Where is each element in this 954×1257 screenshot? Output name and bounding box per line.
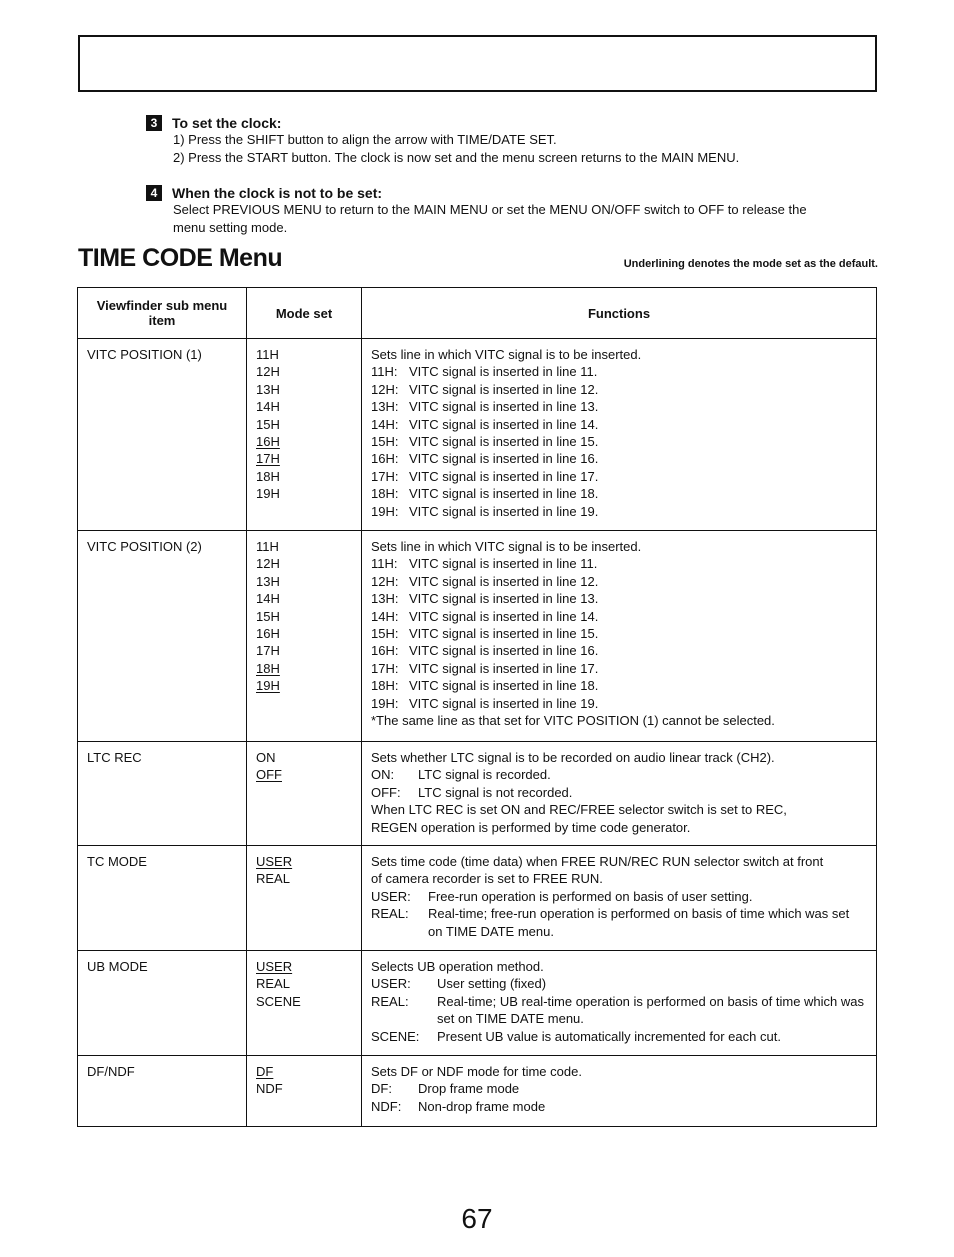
table-row	[78, 339, 877, 531]
functions-cell	[362, 846, 877, 951]
submenu-item-cell	[78, 846, 247, 951]
step-instruction: menu setting mode.	[173, 220, 288, 235]
mode-option: 15H	[256, 608, 280, 624]
function-description: VITC signal is inserted in line 13.	[409, 399, 599, 415]
mode-option-default: 16H	[256, 434, 280, 450]
default-note: Underlining denotes the mode set as the default.	[623, 258, 878, 270]
function-text: Sets DF or NDF mode for time code.	[371, 1064, 582, 1080]
table-row	[78, 531, 877, 742]
function-text: Selects UB operation method.	[371, 959, 544, 975]
function-key: 15H:	[371, 434, 399, 450]
function-entry	[371, 381, 867, 398]
function-entry	[371, 993, 867, 1028]
function-entry	[371, 573, 867, 590]
mode-set-cell	[247, 742, 362, 846]
function-entry	[371, 888, 867, 905]
function-entry	[371, 450, 867, 467]
function-key: NDF:	[371, 1098, 402, 1114]
mode-option-default: 18H	[256, 660, 280, 676]
mode-option-default: 17H	[256, 451, 280, 467]
header-mode-set: Mode set	[247, 288, 362, 339]
function-description: VITC signal is inserted in line 12.	[409, 573, 599, 589]
function-description: Real-time; free-run operation is performed on basis of time which was set on TIME DATE menu.	[428, 906, 850, 939]
mode-option: 16H	[256, 626, 280, 642]
step-instruction: 1) Press the SHIFT button to align the arrow with TIME/DATE SET.	[173, 132, 557, 147]
function-description: Free-run operation is performed on basis of user setting.	[428, 888, 753, 904]
step-title: When the clock is not to be set:	[172, 185, 383, 201]
header-submenu-item: Viewfinder sub menu item	[78, 288, 247, 339]
function-key: 14H:	[371, 416, 399, 432]
function-key: 18H:	[371, 486, 399, 502]
mode-set-cell	[247, 951, 362, 1056]
function-key: 11H:	[371, 364, 398, 380]
mode-option: 11H	[256, 539, 279, 554]
function-description: LTC signal is not recorded.	[418, 784, 573, 800]
function-description: VITC signal is inserted in line 12.	[409, 381, 599, 397]
step-number-badge: 4	[146, 185, 162, 201]
function-entry	[371, 784, 867, 801]
function-description: VITC signal is inserted in line 18.	[409, 678, 599, 694]
table-row	[78, 742, 877, 846]
functions-cell	[362, 339, 877, 531]
function-entry	[371, 975, 867, 992]
mode-option: 19H	[256, 486, 280, 502]
mode-option: 14H	[256, 399, 280, 415]
table-row	[78, 951, 877, 1056]
submenu-item-cell	[78, 1056, 247, 1127]
function-key: 13H:	[371, 399, 399, 415]
mode-option: 11H	[256, 347, 279, 362]
mode-option: SCENE	[256, 993, 301, 1009]
submenu-item-cell	[78, 951, 247, 1056]
table-header-row	[78, 288, 877, 339]
function-entry	[371, 608, 867, 625]
mode-option: 14H	[256, 591, 280, 607]
function-key: 13H:	[371, 591, 399, 607]
function-description: VITC signal is inserted in line 15.	[409, 626, 599, 642]
function-entry	[371, 1028, 867, 1045]
function-entry	[371, 660, 867, 677]
function-entry	[371, 503, 867, 520]
function-key: 14H:	[371, 608, 399, 624]
function-description: VITC signal is inserted in line 11.	[409, 364, 598, 380]
submenu-item-name: LTC REC	[87, 750, 142, 765]
functions-cell	[362, 1056, 877, 1127]
function-description: VITC signal is inserted in line 17.	[409, 468, 599, 484]
submenu-item-name: UB MODE	[87, 959, 148, 975]
mode-option: ON	[256, 750, 276, 765]
function-key: SCENE:	[371, 1028, 420, 1044]
function-entry	[371, 625, 867, 642]
mode-option: REAL	[256, 871, 290, 887]
table-row	[78, 1056, 877, 1127]
functions-cell	[362, 742, 877, 846]
mode-set-cell	[247, 1056, 362, 1127]
step-instruction: 2) Press the START button. The clock is now set and the menu screen returns to the MAIN MENU.	[173, 150, 740, 165]
header-box	[78, 35, 877, 92]
function-entry	[371, 416, 867, 433]
mode-option: 17H	[256, 643, 280, 659]
function-description: VITC signal is inserted in line 11.	[409, 556, 598, 572]
function-description: VITC signal is inserted in line 13.	[409, 591, 599, 607]
function-key: OFF:	[371, 784, 401, 800]
mode-option-default: USER	[256, 959, 293, 975]
function-description: VITC signal is inserted in line 14.	[409, 608, 599, 624]
function-key: USER:	[371, 976, 411, 992]
function-entry	[371, 1080, 867, 1097]
mode-option: 13H	[256, 573, 280, 589]
function-entry	[371, 555, 867, 572]
function-description: VITC signal is inserted in line 14.	[409, 416, 599, 432]
function-description: VITC signal is inserted in line 19.	[409, 503, 599, 519]
submenu-item-name: VITC POSITION (1)	[87, 347, 202, 362]
function-key: 17H:	[371, 660, 399, 676]
section-title: TIME CODE Menu	[78, 244, 283, 272]
function-entry	[371, 363, 867, 380]
function-entry	[371, 590, 867, 607]
function-entry	[371, 485, 867, 502]
mode-option: NDF	[256, 1081, 283, 1097]
function-description: LTC signal is recorded.	[418, 767, 551, 783]
mode-option: 15H	[256, 416, 280, 432]
function-key: 12H:	[371, 573, 399, 589]
function-key: REAL:	[371, 906, 409, 922]
step-heading	[146, 185, 886, 201]
functions-cell	[362, 951, 877, 1056]
function-entry	[371, 468, 867, 485]
table-row	[78, 846, 877, 951]
function-description: Drop frame mode	[418, 1081, 520, 1097]
time-code-menu-table	[77, 287, 877, 1127]
page-number: 67	[461, 1203, 493, 1234]
function-entry	[371, 433, 867, 450]
functions-cell	[362, 531, 877, 742]
function-key: 11H:	[371, 556, 398, 572]
function-key: 17H:	[371, 468, 399, 484]
mode-set-cell	[247, 846, 362, 951]
mode-option: REAL	[256, 976, 290, 992]
function-description: Non-drop frame mode	[418, 1098, 546, 1114]
function-entry	[371, 642, 867, 659]
function-description: VITC signal is inserted in line 19.	[409, 695, 599, 711]
mode-option: 18H	[256, 468, 280, 484]
submenu-item-cell	[78, 742, 247, 846]
function-description: VITC signal is inserted in line 16.	[409, 643, 599, 659]
function-entry	[371, 677, 867, 694]
function-text: When LTC REC is set ON and REC/FREE selector switch is set to REC,	[371, 802, 787, 818]
submenu-item-cell	[78, 531, 247, 742]
header-functions: Functions	[362, 288, 877, 339]
submenu-item-cell	[78, 339, 247, 531]
mode-option: 12H	[256, 556, 280, 572]
function-text: *The same line as that set for VITC POSITION (1) cannot be selected.	[371, 713, 775, 729]
mode-option-default: 19H	[256, 678, 280, 694]
mode-option-default: DF	[256, 1064, 274, 1080]
function-key: REAL:	[371, 993, 409, 1009]
mode-set-cell	[247, 339, 362, 531]
function-entry	[371, 1098, 867, 1115]
function-key: 16H:	[371, 643, 399, 659]
function-entry	[371, 398, 867, 415]
function-description: VITC signal is inserted in line 16.	[409, 451, 599, 467]
submenu-item-name: VITC POSITION (2)	[87, 539, 202, 554]
function-description: VITC signal is inserted in line 18.	[409, 486, 599, 502]
function-key: 12H:	[371, 381, 399, 397]
function-description: Real-time; UB real-time operation is performed on basis of time which was set on TIME DATE menu.	[437, 993, 865, 1027]
function-description: Present UB value is automatically incremented for each cut.	[437, 1028, 781, 1044]
step-number-badge: 3	[146, 115, 162, 131]
step-heading	[146, 115, 886, 131]
function-key: 19H:	[371, 503, 399, 519]
function-description: User setting (fixed)	[437, 976, 547, 992]
function-key: 16H:	[371, 451, 399, 467]
step-instruction: Select PREVIOUS MENU to return to the MAIN MENU or set the MENU ON/OFF switch to OFF to release the	[173, 202, 807, 217]
function-text: Sets line in which VITC signal is to be inserted.	[371, 539, 642, 554]
function-entry	[371, 905, 867, 940]
function-text: Sets time code (time data) when FREE RUN/REC RUN selector switch at front	[371, 854, 824, 870]
function-key: ON:	[371, 767, 395, 783]
function-description: VITC signal is inserted in line 15.	[409, 434, 599, 450]
function-text: Sets whether LTC signal is to be recorded on audio linear track (CH2).	[371, 750, 775, 765]
function-entry	[371, 766, 867, 783]
step-title: To set the clock:	[172, 115, 282, 131]
function-text: Sets line in which VITC signal is to be inserted.	[371, 347, 642, 362]
function-key: DF:	[371, 1081, 392, 1097]
function-key: 18H:	[371, 678, 399, 694]
mode-option: 12H	[256, 364, 280, 380]
step-set-clock	[146, 115, 886, 167]
mode-option-default: USER	[256, 854, 293, 870]
function-entry	[371, 695, 867, 712]
function-text: REGEN operation is performed by time code generator.	[371, 819, 691, 835]
submenu-item-name: TC MODE	[87, 854, 147, 870]
mode-set-cell	[247, 531, 362, 742]
function-description: VITC signal is inserted in line 17.	[409, 660, 599, 676]
function-text: of camera recorder is set to FREE RUN.	[371, 871, 603, 887]
mode-option-default: OFF	[256, 767, 282, 783]
function-key: 19H:	[371, 695, 399, 711]
mode-option: 13H	[256, 381, 280, 397]
function-key: 15H:	[371, 626, 399, 642]
submenu-item-name: DF/NDF	[87, 1064, 135, 1080]
function-key: USER:	[371, 888, 411, 904]
step-clock-not-set	[146, 185, 886, 237]
